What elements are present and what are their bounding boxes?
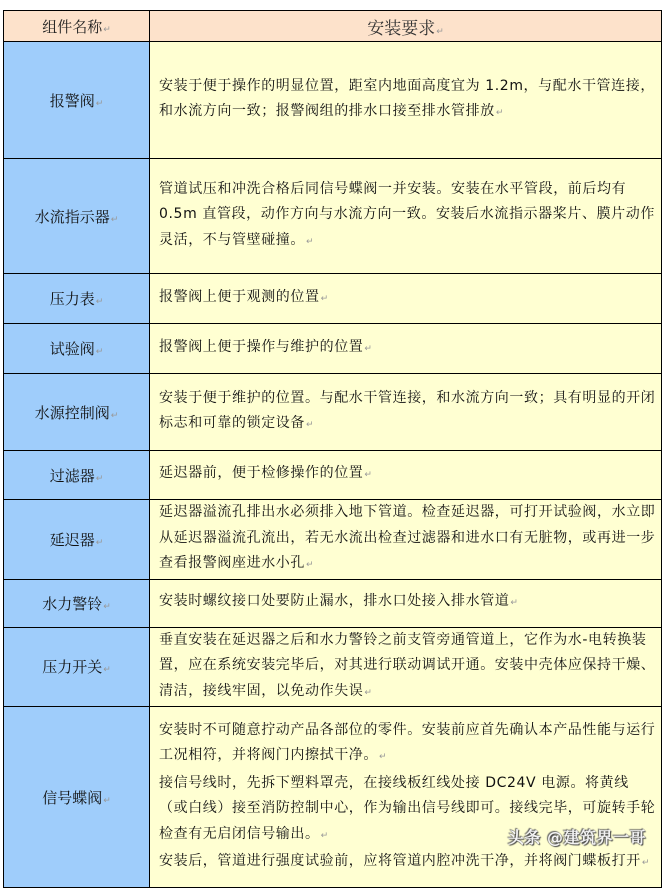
requirement-cell <box>150 374 662 451</box>
requirement-text: 安装后，管道进行强度试验前，应将管道内腔冲洗干净，并将阀门蝶板打开 <box>159 853 641 869</box>
paragraph-mark-icon: ↵ <box>103 601 111 612</box>
component-name: 试验阀 <box>49 340 95 358</box>
paragraph-mark-icon: ↵ <box>95 297 104 307</box>
requirement-paragraph <box>159 628 657 707</box>
paragraph-mark-icon: ↵ <box>110 214 119 225</box>
installation-requirements-table <box>3 10 662 888</box>
requirement-cell <box>150 159 662 274</box>
table-row <box>4 500 662 580</box>
table-row <box>4 374 662 451</box>
header-requirement <box>150 11 662 42</box>
requirement-cell <box>150 42 662 159</box>
component-name-cell <box>4 42 150 159</box>
requirement-cell <box>150 500 662 580</box>
table-row <box>4 159 662 274</box>
paragraph-mark-icon: ↵ <box>320 293 329 304</box>
requirement-text: 延迟器前，便于检修操作的位置 <box>159 465 364 482</box>
requirement-text: 安装时不可随意拧动产品各部位的零件。安装前应首先确认本产品性能与运行工况相符，并将阀门内擦拭干净。 <box>159 721 656 763</box>
component-name-cell <box>4 500 150 580</box>
component-name-cell <box>4 274 150 324</box>
requirement-text: 延迟器溢流孔排出水必须排入地下管道。检查延迟器，可打开试验阀，水立即从延迟器溢流孔流出，若无水流出检查过滤器和进水口有无脏物，或再进一步查看报警阀座进水小孔 <box>159 504 656 571</box>
paragraph-mark-icon: ↵ <box>641 858 650 868</box>
requirement-cell <box>150 579 662 627</box>
paragraph-mark-icon: ↵ <box>95 537 104 548</box>
paragraph-mark-icon: ↵ <box>364 470 373 481</box>
table-body <box>4 42 662 888</box>
component-name: 报警阀 <box>49 91 95 110</box>
requirement-paragraph <box>159 849 657 877</box>
requirement-paragraph <box>159 500 657 579</box>
component-name: 压力表 <box>49 290 95 308</box>
requirement-text: 垂直安装在延迟器之后和水力警铃之前支管旁通管道上，它作为水-电转换装置，应在系统安装完毕后，对其进行联动调试开通。安装中壳体应保持干燥、清洁，接线牢固，以免动作失误 <box>159 631 656 699</box>
requirement-text: 接信号线时，先拆下塑料罩壳，在接线板红线处接 DC24V 电源。将黄线（或白线）接至消防控制中心，作为输出信号线即可。接线完毕，可旋转手轮检查有无启闭信号输出。 <box>159 774 656 842</box>
table-row <box>4 579 662 627</box>
header-component-name <box>4 11 150 42</box>
paragraph-mark-icon: ↵ <box>95 98 104 109</box>
paragraph-mark-icon: ↵ <box>95 473 104 484</box>
header-component-label: 组件名称 <box>42 17 103 36</box>
requirement-cell <box>150 627 662 707</box>
paragraph-mark-icon: ↵ <box>495 108 504 118</box>
requirement-paragraph <box>159 335 657 363</box>
component-name: 水源控制阀 <box>34 403 110 422</box>
table-row <box>4 707 662 888</box>
paragraph-mark-icon: ↵ <box>110 410 119 421</box>
requirement-text: 管道试压和冲洗合格后同信号蝶阀一并安装。安装在水平管段，前后均有 0.5m 直管段，动作方向与水流方向一致。安装后水流指示器桨片、膜片动作灵活，不与管壁碰撞。 <box>159 180 655 248</box>
requirement-text: 报警阀上便于操作与维护的位置 <box>159 338 364 355</box>
paragraph-mark-icon: ↵ <box>95 347 104 357</box>
requirement-paragraph <box>159 74 657 127</box>
paragraph-mark-icon: ↵ <box>510 598 519 609</box>
table-row <box>4 274 662 324</box>
paragraph-mark-icon: ↵ <box>306 236 315 247</box>
requirement-cell <box>150 274 662 324</box>
table-row <box>4 42 662 159</box>
watermark: 头条 @建筑界一哥 <box>507 828 646 847</box>
paragraph-mark-icon: ↵ <box>103 665 111 676</box>
component-name-cell <box>4 579 150 627</box>
requirement-paragraph <box>159 177 657 256</box>
table-row <box>4 451 662 500</box>
component-name-cell <box>4 159 150 274</box>
paragraph-mark-icon: ↵ <box>379 752 388 762</box>
component-name-cell <box>4 451 150 500</box>
paragraph-mark-icon: ↵ <box>103 24 111 35</box>
paragraph-mark-icon: ↵ <box>364 343 373 354</box>
paragraph-mark-icon: ↵ <box>103 795 111 806</box>
component-name: 延迟器 <box>49 530 95 549</box>
requirement-paragraph <box>159 718 657 771</box>
requirement-paragraph <box>159 461 657 489</box>
component-name: 水力警铃 <box>42 594 103 613</box>
component-name: 信号蝶阀 <box>42 788 103 807</box>
component-name-cell <box>4 374 150 451</box>
requirement-paragraph <box>159 386 657 439</box>
paragraph-mark-icon: ↵ <box>436 26 444 37</box>
requirement-cell <box>150 707 662 888</box>
requirement-text: 安装时螺纹接口处要防止漏水，排水口处接入排水管道 <box>159 593 510 610</box>
component-name: 过滤器 <box>49 466 95 485</box>
component-name-cell <box>4 627 150 707</box>
requirement-cell <box>150 324 662 374</box>
table-row <box>4 627 662 707</box>
component-name: 压力开关 <box>42 658 103 677</box>
component-name-cell <box>4 324 150 374</box>
component-name-cell <box>4 707 150 888</box>
requirement-paragraph <box>159 285 657 313</box>
paragraph-mark-icon: ↵ <box>320 830 329 841</box>
requirement-text: 安装于便于维护的位置。与配水干管连接，和水流方向一致；具有明显的开闭标志和可靠的锁定设备 <box>159 389 656 431</box>
component-name: 水流指示器 <box>34 207 110 226</box>
paragraph-mark-icon: ↵ <box>364 687 373 698</box>
header-row <box>4 11 662 42</box>
requirement-paragraph <box>159 589 657 617</box>
table-row <box>4 324 662 374</box>
paragraph-mark-icon: ↵ <box>306 420 315 430</box>
header-requirement-label: 安装要求 <box>367 18 436 39</box>
requirement-text: 安装于便于操作的明显位置，距室内地面高度宜为 1.2m，与配水干管连接，和水流方向一致；报警阀组的排水口接至排水管排放 <box>159 77 655 119</box>
requirement-text: 报警阀上便于观测的位置 <box>159 288 320 305</box>
paragraph-mark-icon: ↵ <box>306 560 315 570</box>
requirement-cell <box>150 451 662 500</box>
